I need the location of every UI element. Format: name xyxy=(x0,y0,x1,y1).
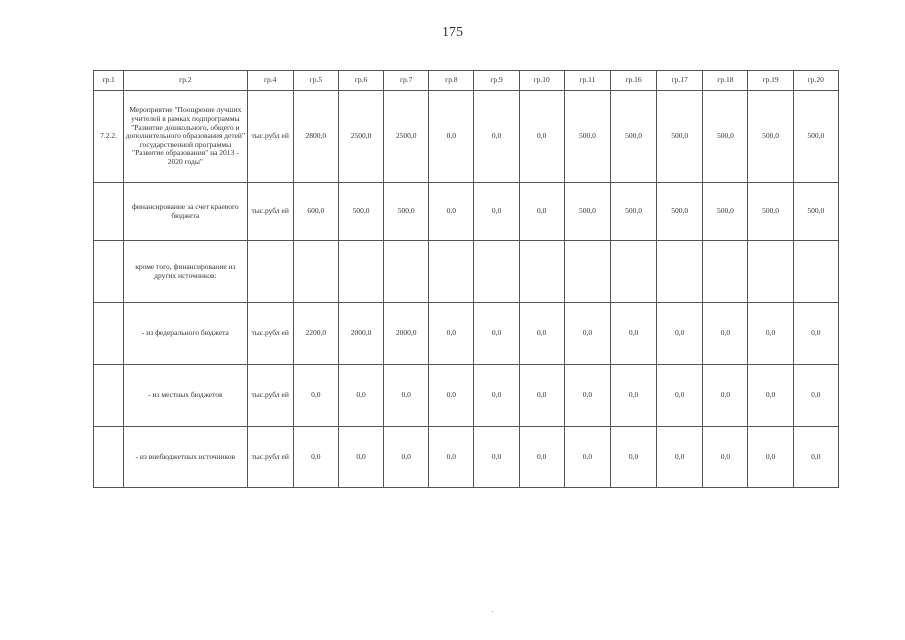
value-cell: 500,0 xyxy=(793,183,838,241)
value-cell: 0,0 xyxy=(657,303,703,365)
row-code xyxy=(94,427,124,488)
row-code: 7.2.2. xyxy=(94,91,124,183)
value-cell: 0,0 xyxy=(429,303,474,365)
column-header: гр.1 xyxy=(94,71,124,91)
row-unit: тыс.рубл ей xyxy=(247,183,293,241)
column-header: гр.9 xyxy=(474,71,519,91)
value-cell: 500,0 xyxy=(610,91,656,183)
value-cell: 500,0 xyxy=(338,183,383,241)
value-cell: 0,0 xyxy=(519,183,564,241)
table-row xyxy=(94,365,839,427)
value-cell: 500,0 xyxy=(703,183,748,241)
row-unit xyxy=(247,241,293,303)
value-cell: 0,0 xyxy=(748,303,793,365)
value-cell: 0,0 xyxy=(474,427,519,488)
row-code xyxy=(94,365,124,427)
value-cell: 0,0 xyxy=(429,91,474,183)
column-header: гр.19 xyxy=(748,71,793,91)
value-cell: 0,0 xyxy=(474,365,519,427)
column-header: гр.18 xyxy=(703,71,748,91)
row-unit: тыс.рубл ей xyxy=(247,303,293,365)
row-name: - из местных бюджетов xyxy=(124,365,247,427)
value-cell: 0,0 xyxy=(610,365,656,427)
value-cell xyxy=(293,241,338,303)
header-row xyxy=(94,71,839,91)
value-cell: 0,0 xyxy=(338,427,383,488)
value-cell: 0,0 xyxy=(748,427,793,488)
row-unit: тыс.рубл ей xyxy=(247,91,293,183)
value-cell: 0,0 xyxy=(384,365,429,427)
value-cell: 500,0 xyxy=(657,91,703,183)
value-cell: 0,0 xyxy=(338,365,383,427)
value-cell: 500,0 xyxy=(657,183,703,241)
row-name: Мероприятие "Поощрение лучших учителей в рамках подпрограммы "Развитие дошкольного, общего и дополнительного образования детей" государственной программы "Развитие образования" на 2013 - 2020 годы" xyxy=(124,91,247,183)
value-cell: 0,0 xyxy=(703,303,748,365)
value-cell xyxy=(793,241,838,303)
value-cell: 0,0 xyxy=(474,91,519,183)
column-header: гр.11 xyxy=(564,71,610,91)
value-cell xyxy=(384,241,429,303)
value-cell: 500,0 xyxy=(610,183,656,241)
table-row xyxy=(94,183,839,241)
value-cell: 500,0 xyxy=(793,91,838,183)
column-header: гр.2 xyxy=(124,71,247,91)
value-cell: 500,0 xyxy=(748,183,793,241)
table-row xyxy=(94,91,839,183)
table-row xyxy=(94,427,839,488)
scan-speck xyxy=(492,611,493,612)
value-cell: 600,0 xyxy=(293,183,338,241)
column-header: гр.17 xyxy=(657,71,703,91)
value-cell xyxy=(338,241,383,303)
page-number: 175 xyxy=(442,25,463,40)
column-header: гр.20 xyxy=(793,71,838,91)
value-cell: 0,0 xyxy=(384,427,429,488)
value-cell: 2000,0 xyxy=(338,303,383,365)
value-cell: 0,0 xyxy=(793,303,838,365)
value-cell: 2000,0 xyxy=(384,303,429,365)
value-cell: 0,0 xyxy=(793,365,838,427)
value-cell: 0,0 xyxy=(564,427,610,488)
row-code xyxy=(94,183,124,241)
value-cell: 2500,0 xyxy=(338,91,383,183)
value-cell: 500,0 xyxy=(748,91,793,183)
column-header: гр.4 xyxy=(247,71,293,91)
value-cell: 0,0 xyxy=(519,303,564,365)
value-cell: 0,0 xyxy=(293,427,338,488)
row-unit: тыс.рубл ей xyxy=(247,365,293,427)
column-header: гр.8 xyxy=(429,71,474,91)
table-row xyxy=(94,241,839,303)
value-cell xyxy=(474,241,519,303)
row-name: кроме того, финансирование из других источников: xyxy=(124,241,247,303)
column-header: гр.16 xyxy=(610,71,656,91)
value-cell xyxy=(610,241,656,303)
value-cell: 0,0 xyxy=(519,365,564,427)
column-header: гр.10 xyxy=(519,71,564,91)
row-code xyxy=(94,303,124,365)
value-cell xyxy=(657,241,703,303)
row-name: - из внебюджетных источников xyxy=(124,427,247,488)
value-cell: 500,0 xyxy=(384,183,429,241)
value-cell xyxy=(519,241,564,303)
row-name: - из федерального бюджета xyxy=(124,303,247,365)
value-cell: 0,0 xyxy=(474,303,519,365)
value-cell: 0,0 xyxy=(519,91,564,183)
column-header: гр.7 xyxy=(384,71,429,91)
value-cell: 0,0 xyxy=(564,365,610,427)
value-cell xyxy=(748,241,793,303)
value-cell: 500,0 xyxy=(703,91,748,183)
value-cell: 0,0 xyxy=(293,365,338,427)
value-cell: 0,0 xyxy=(703,365,748,427)
column-header: гр.5 xyxy=(293,71,338,91)
value-cell: 0,0 xyxy=(610,427,656,488)
value-cell: 0,0 xyxy=(429,183,474,241)
value-cell xyxy=(429,241,474,303)
value-cell: 500,0 xyxy=(564,91,610,183)
row-name: финансирование за счет краевого бюджета xyxy=(124,183,247,241)
value-cell: 0,0 xyxy=(748,365,793,427)
value-cell: 0,0 xyxy=(793,427,838,488)
value-cell: 0,0 xyxy=(703,427,748,488)
value-cell: 2200,0 xyxy=(293,303,338,365)
value-cell: 0,0 xyxy=(610,303,656,365)
column-header: гр.6 xyxy=(338,71,383,91)
value-cell xyxy=(703,241,748,303)
value-cell: 0,0 xyxy=(564,303,610,365)
value-cell: 0,0 xyxy=(519,427,564,488)
value-cell: 0,0 xyxy=(429,365,474,427)
row-unit: тыс.рубл ей xyxy=(247,427,293,488)
value-cell: 2800,0 xyxy=(293,91,338,183)
value-cell: 0,0 xyxy=(657,365,703,427)
row-code xyxy=(94,241,124,303)
value-cell: 0,0 xyxy=(657,427,703,488)
value-cell: 500,0 xyxy=(564,183,610,241)
table-row xyxy=(94,303,839,365)
value-cell: 2500,0 xyxy=(384,91,429,183)
value-cell: 0,0 xyxy=(429,427,474,488)
value-cell xyxy=(564,241,610,303)
budget-table xyxy=(93,70,839,488)
value-cell: 0,0 xyxy=(474,183,519,241)
